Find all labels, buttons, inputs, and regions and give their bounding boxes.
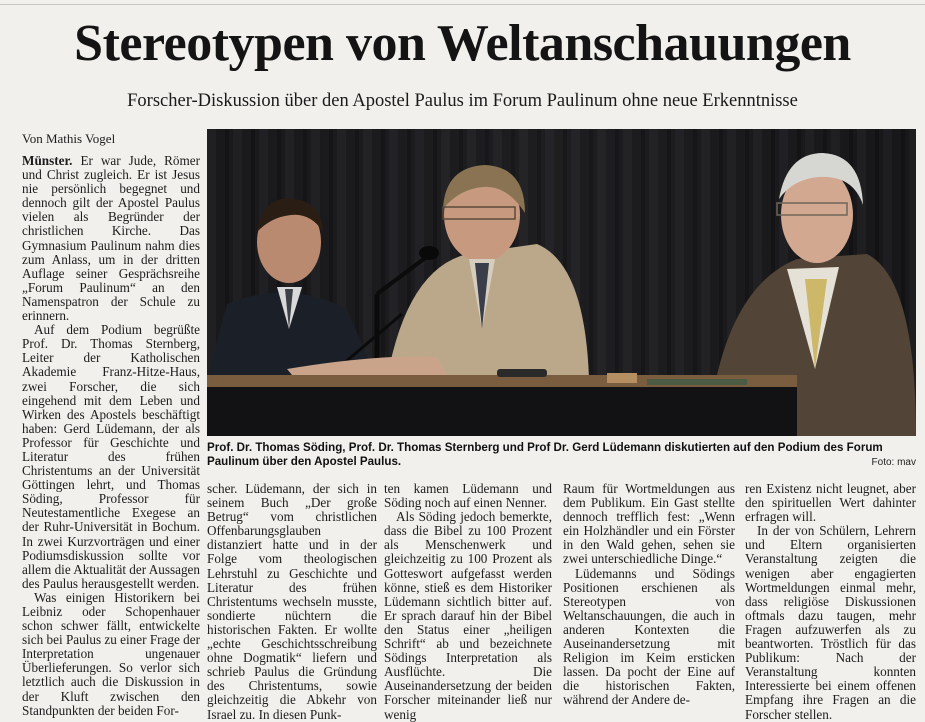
photo-credit: Foto: mav [871,457,916,468]
paragraph [22,154,200,323]
article-photo [207,129,916,436]
article-column-1 [22,153,201,718]
byline: Von Mathis Vogel [22,131,116,146]
paragraph: ren Existenz nicht leugnet, aber den spirituellen Wert dahinter erfragen will. [745,481,916,525]
paragraph: Was einigen Historikern bei Leibniz oder Schopenhauer schon schwer fällt, entwickelte sich bei Paulus zu einer Frage der Interpretation ungenauer Überlieferungen. So verlor sich letztlich auch die Diskussion in der Kluft zwischen den Standpunkten der beiden For- [22,589,200,718]
top-rule [0,4,925,5]
paragraph: Als Söding jedoch bemerkte, dass die Bibel zu 100 Prozent als Menschenwerk und gleichzeitig zu 100 Prozent als Gotteswort aufgefasst werden könne, stieß es dem Historiker Lüdemann sichtlich bitter auf. Er sprach darauf hin der Bibel den Status einer „heiligen Schrift“ ab und bezeichnete Södings Interpretation als Ausflüchte. Die Auseinandersetzung der beiden Forscher miteinander ließ nur wenig [384,509,552,722]
paragraph-text: Er war Jude, Römer und Christ zugleich. Er ist Jesus nie persönlich begegnet und dennoch gilt der Apostel Paulus vielen als Begründer der christlichen Kirche. Das Gymnasium Paulinum nahm dies zum Anlass, um in der dritten Auflage seiner Gesprächsreihe „Forum Paulinum“ an den Namenspatron der Schule zu erinnern. [22,153,201,324]
article-column-5 [745,481,916,722]
paragraph: Raum für Wortmeldungen aus dem Publikum. Ein Gast stellte dennoch trefflich fest: „Wenn ein Holzhändler und ein Förster in den Wald gehen, sehen sie zwei unterschiedliche Dinge.“ [563,481,735,567]
paragraph: ten kamen Lüdemann und Söding noch auf einen Nenner. [384,481,552,511]
photo-caption: Prof. Dr. Thomas Söding, Prof. Dr. Thomas Sternberg und Prof Dr. Gerd Lüdemann diskutierten auf den Podium des Forum Paulinum über den Apostel Paulus. [207,441,883,468]
dateline: Münster. [22,153,73,168]
paragraph: In der von Schülern, Lehrern und Eltern organisierten Veranstaltung zeigten die wenigen aber engagierten Wortmeldungen einmal mehr, dass religiöse Diskussionen oftmals dazu taugen, mehr Fragen aufzuwerfen als zu beantworten. Tröstlich für das Publikum: Nach der Veranstaltung konnten Interessierte bei einem offenen Empfang ihre Fragen an die Forscher stellen. [745,523,916,722]
paragraph: scher. Lüdemann, der sich in seinem Buch „Der große Betrug“ vom christlichen Offenbarungsglauben distanziert hatte und in der Folge vom theologischen Lehrstuhl zu Geschichte und Literatur des frühen Christentums wechseln musste, sondierte nüchtern die historischen Fakten. Er wollte „echte Geschichtsschreibung ohne Dogmatik“ liefern und schrieb Paulus die Gründung des Christentums, sowie gleichzeitig die Abkehr von Israel zu. In diesen Punk- [207,481,377,722]
headline: Stereotypen von Weltanschauungen [74,15,851,72]
podium-table [207,369,797,436]
paragraph: Auf dem Podium begrüßte Prof. Dr. Thomas Sternberg, Leiter der Katholischen Akademie Franz-Hitze-Haus, zwei Forscher, die sich eingehend mit dem Leben und Wirken des Apostels beschäftigt haben: Gerd Lüdemann, der als Professor für Geschichte und Literatur des frühen Christentums an der Universität Göttingen lehrt, und Thomas Söding, Professor für Neutestamentliche Exegese an der Ruhr-Universität in Bochum. In zwei Kurzvorträgen und einer Podiumsdiskussion sollte vor allem die Aktualität der Aussagen des Paulus herausgestellt werden. [22,322,200,591]
article-column-4 [563,481,735,708]
paragraph: Lüdemanns und Södings Positionen erschienen als Stereotypen von Weltanschauungen, die auch in anderen Kontexten die Auseinandersetzung mit Religion im Keim ersticken lassen. Da pocht der Eine auf die historischen Fakten, während der Andere de- [563,565,735,708]
article-column-2 [207,481,377,722]
subheadline: Forscher-Diskussion über den Apostel Paulus im Forum Paulinum ohne neue Erkenntnisse [127,91,798,111]
podium-photo-illustration [207,129,916,436]
article-column-3 [384,481,552,722]
